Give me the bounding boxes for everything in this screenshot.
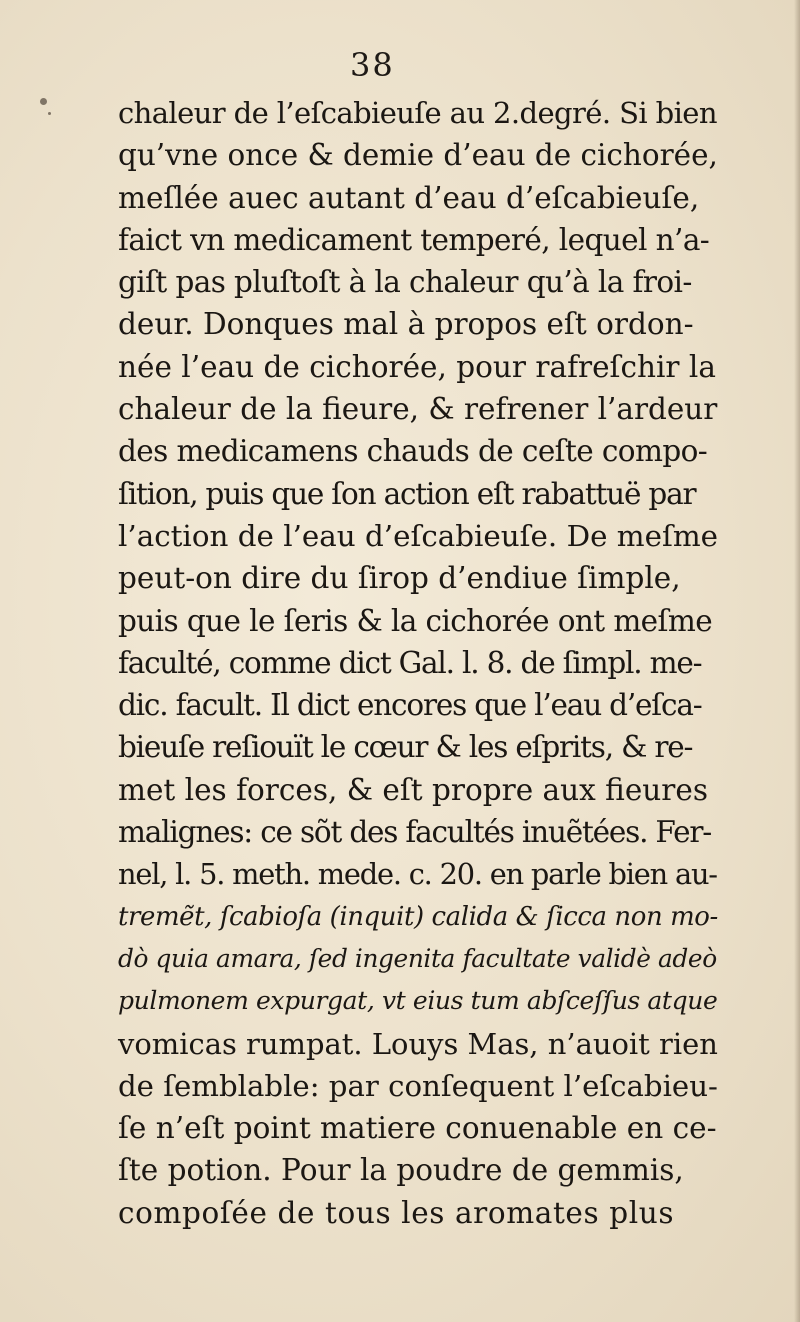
text-line: puis que le ſeris & la cichorée ont meſme bbox=[118, 603, 713, 638]
text-line: ſe n’eſt point matiere conuenable en ce- bbox=[118, 1111, 717, 1146]
text-line: deur. Donques mal à propos eſt ordon- bbox=[118, 307, 694, 342]
text-line: compoſée de tous les aromates plus bbox=[118, 1195, 675, 1230]
text-line: vomicas rumpat. Louys Mas, n’auoit rien bbox=[118, 1026, 718, 1061]
text-line: peut-on dire du ſirop d’endiue ſimple, bbox=[118, 561, 681, 596]
body-text bbox=[118, 92, 718, 1234]
text-line: nel, l. 5. meth. mede. c. 20. en parle bien au- bbox=[118, 857, 717, 892]
text-line: née l’eau de cichorée, pour rafreſchir la bbox=[118, 349, 716, 384]
page-number: 38 bbox=[350, 46, 395, 84]
ink-spot bbox=[40, 98, 47, 105]
ink-spot bbox=[48, 112, 51, 115]
text-line: faculté, comme dict Gal. l. 8. de ſimpl. me- bbox=[118, 645, 702, 680]
text-line: de ſemblable: par conſequent l’eſcabieu- bbox=[118, 1068, 718, 1103]
text-line: ſition, puis que ſon action eſt rabattuë par bbox=[118, 476, 696, 511]
page-edge-shadow bbox=[794, 0, 800, 1322]
latin-quote-line: tremẽt, ſcabioſa (inquit) calida & ſicca non mo- bbox=[118, 901, 718, 932]
text-line: qu’vne once & demie d’eau de cichorée, bbox=[118, 138, 718, 173]
text-line: faict vn medicament temperé, lequel n’a- bbox=[118, 222, 710, 257]
text-line: met les forces, & eſt propre aux fieures bbox=[118, 772, 708, 807]
text-line: giſt pas pluſtoſt à la chaleur qu’à la froi- bbox=[118, 265, 692, 300]
text-line: dic. facult. Il dict encores que l’eau d’eſca- bbox=[118, 688, 702, 723]
text-line: meſlée auec autant d’eau d’eſcabieuſe, bbox=[118, 180, 700, 215]
text-line: malignes: ce sõt des facultés inuẽtées. Fer- bbox=[118, 815, 712, 850]
text-line: bieuſe reſiouït le cœur & les eſprits, & re- bbox=[118, 730, 693, 765]
latin-quote-line: dò quia amara, ſed ingenita facultate validè adeò bbox=[118, 943, 717, 973]
latin-quote-line: pulmonem expurgat, vt eius tum abſceſſus atque bbox=[118, 986, 718, 1016]
text-line: des medicamens chauds de ceſte compo- bbox=[118, 434, 708, 469]
text-line: ſte potion. Pour la poudre de gemmis, bbox=[118, 1153, 684, 1188]
text-line: l’action de l’eau d’eſcabieuſe. De meſme bbox=[118, 518, 719, 553]
text-line: chaleur de la fieure, & refrener l’ardeur bbox=[118, 392, 718, 427]
text-line: chaleur de l’eſcabieuſe au 2.degré. Si bien bbox=[118, 96, 717, 130]
